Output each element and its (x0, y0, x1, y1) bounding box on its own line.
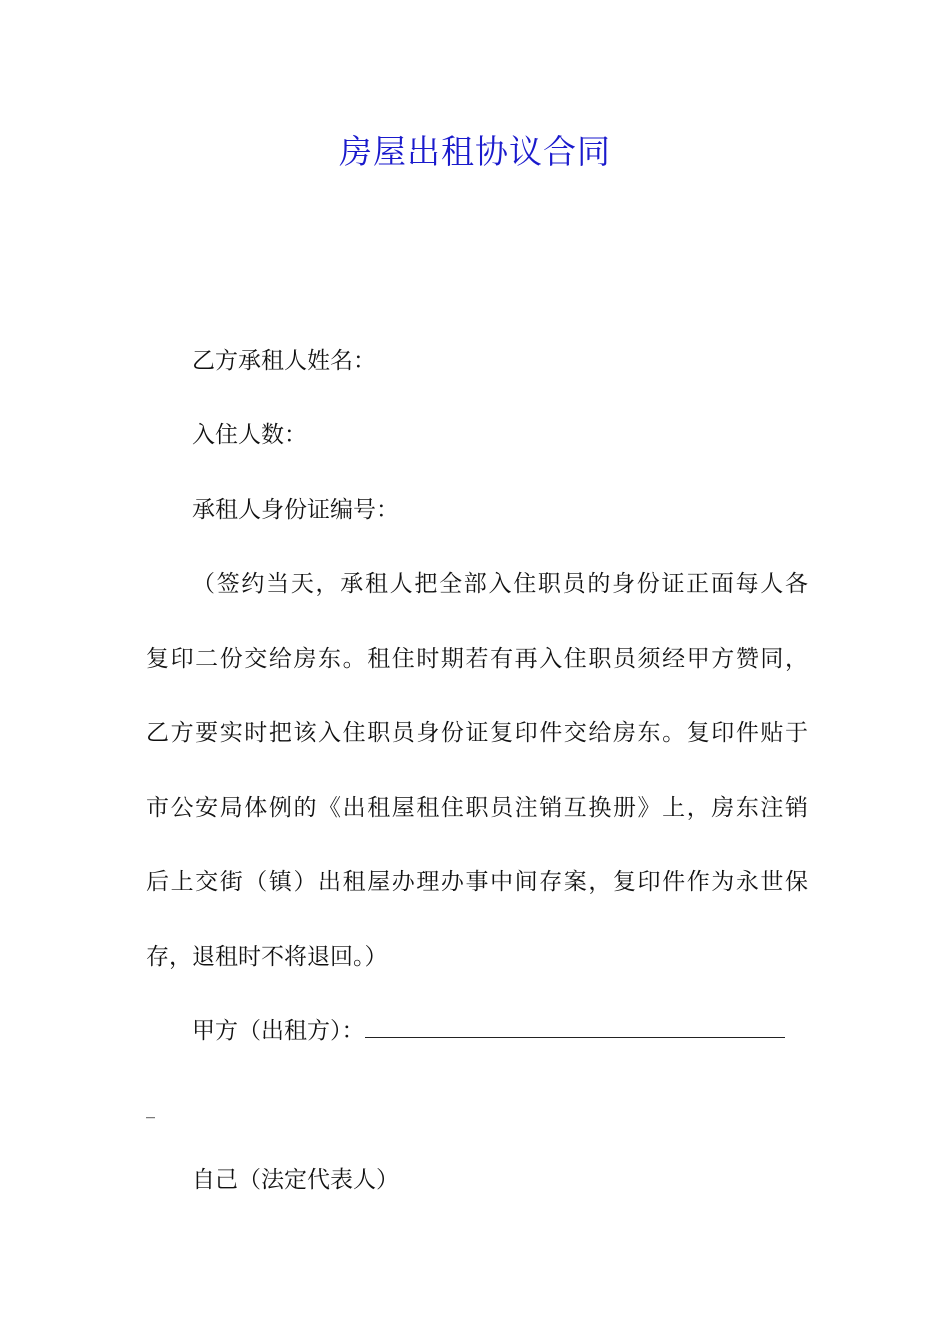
note-line-6: 存，退租时不将退回。） (146, 944, 388, 970)
occupants-field: 入住人数： (192, 422, 307, 448)
party-a-blank (365, 1015, 785, 1038)
note-line-3: 乙方要实时把该入住职员身份证复印件交给房东。复印件贴于 (146, 720, 808, 746)
representative-line: 自己（法定代表人） (192, 1167, 399, 1193)
document-title: 房屋出租协议合同 (339, 132, 611, 171)
tenant-name-field: 乙方承租人姓名： (192, 348, 376, 374)
note-line-1: （签约当天，承租人把全部入住职员的身份证正面每人各 (192, 571, 808, 597)
party-a-label: 甲方（出租方）： (192, 1018, 365, 1044)
party-a-overflow-mark: _ (146, 1098, 155, 1119)
note-line-5: 后上交街（镇）出租屋办理办事中间存案，复印件作为永世保 (146, 869, 808, 895)
id-number-field: 承租人身份证编号： (192, 497, 399, 523)
note-line-2: 复印二份交给房东。租住时期若有再入住职员须经甲方赞同， (146, 646, 808, 672)
party-a-line (192, 1015, 808, 1047)
note-line-4: 市公安局体例的《出租屋租住职员注销互换册》上，房东注销 (146, 795, 808, 821)
